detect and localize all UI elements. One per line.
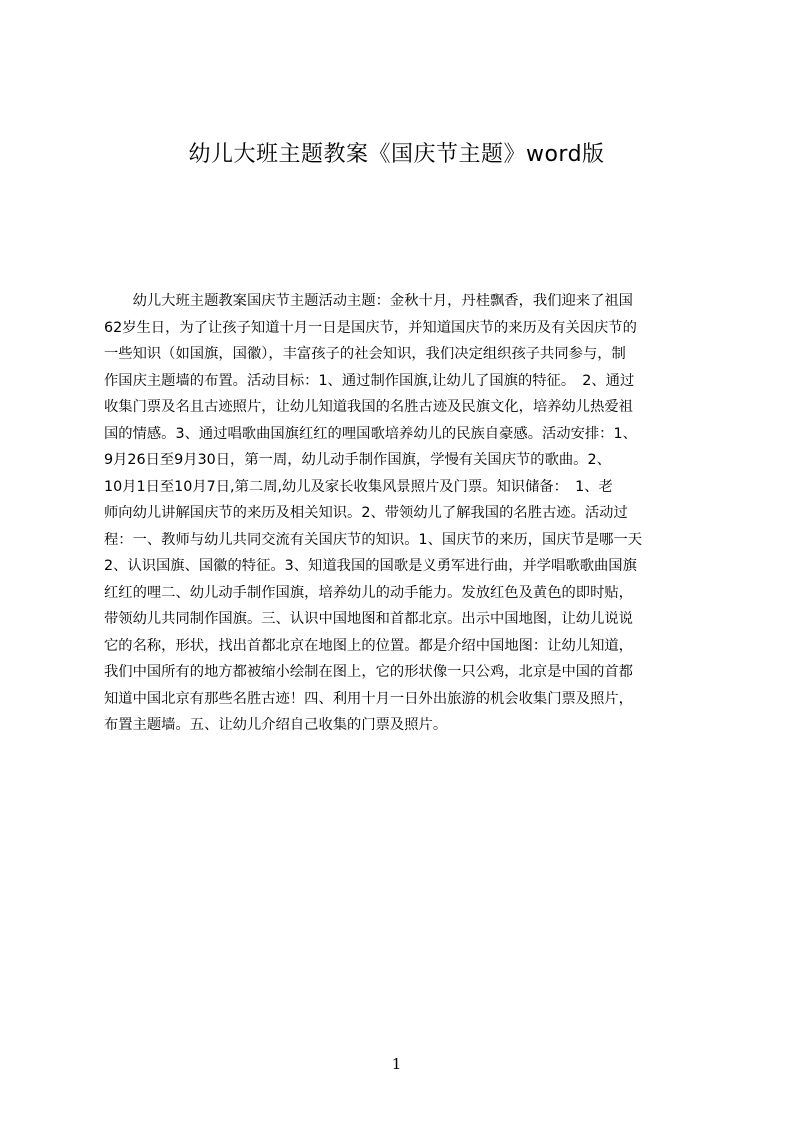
document-title: 幼儿大班主题教案《国庆节主题》word版 <box>188 142 605 167</box>
body-line: 幼儿大班主题教案国庆节主题活动主题：金秋十月，丹桂飘香，我们迎来了祖国 <box>104 293 633 309</box>
document-body <box>104 288 704 748</box>
body-line: 10月1日至10月7日,第二周,幼儿及家长收集风景照片及门票。知识储备： 1、老 <box>104 478 613 495</box>
body-line: 红红的哩二、幼儿动手制作国旗，培养幼儿的动手能力。发放红色及黄色的即时贴， <box>104 584 633 601</box>
body-line: 布置主题墙。五、让幼儿介绍自己收集的门票及照片。 <box>104 717 448 733</box>
body-line: 一些知识（如国旗，国徽），丰富孩子的社会知识，我们决定组织孩子共同参与，制 <box>104 346 626 362</box>
body-line: 我们中国所有的地方都被缩小绘制在图上，它的形状像一只公鸡，北京是中国的首都 <box>104 664 633 680</box>
body-line: 程：一、教师与幼儿共同交流有关国庆节的知识。1、国庆节的来历，国庆节是哪一天 <box>104 531 643 548</box>
body-line: 9月26日至9月30日，第一周，幼儿动手制作国旗，学慢有关国庆节的歌曲。2、 <box>104 452 611 468</box>
body-line: 国的情感。3、通过唱歌曲国旗红红的哩国歌培养幼儿的民族自豪感。活动安排：1、 <box>104 425 637 442</box>
page-number: 1 <box>391 1055 402 1073</box>
body-line: 它的名称，形状，找出首都北京在地图上的位置。都是介绍中国地图：让幼儿知道， <box>104 637 633 654</box>
body-line: 师向幼儿讲解国庆节的来历及相关知识。2、带领幼儿了解我国的名胜古迹。活动过 <box>104 505 628 521</box>
body-line: 知道中国北京有那些名胜古迹！四、利用十月一日外出旅游的机会收集门票及照片， <box>104 690 633 707</box>
body-line: 2、认识国旗、国徽的特征。3、知道我国的国歌是义勇军进行曲，并学唱歌歌曲国旗 <box>104 558 637 574</box>
body-line: 62岁生日，为了让孩子知道十月一日是国庆节，并知道国庆节的来历及有关因庆节的 <box>104 319 637 336</box>
body-line: 作国庆主题墙的布置。活动目标：1、通过制作国旗,让幼儿了国旗的特征。 2、通过 <box>104 372 635 389</box>
body-line: 带领幼儿共同制作国旗。三、认识中国地图和首都北京。出示中国地图，让幼儿说说 <box>104 611 633 627</box>
body-line: 收集门票及名且古迹照片，让幼儿知道我国的名胜古迹及民旗文化，培养幼儿热爱祖 <box>104 399 633 415</box>
